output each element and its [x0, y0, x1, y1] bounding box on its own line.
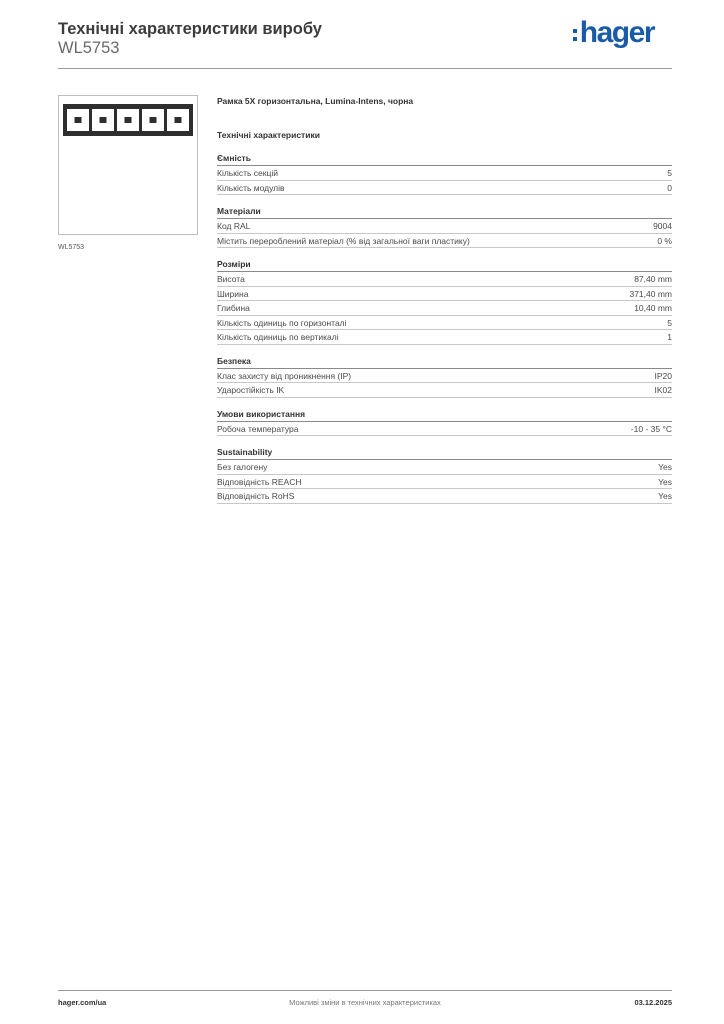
spec-label: Ширина	[217, 288, 249, 299]
spec-label: Кількість одиниць по вертикалі	[217, 332, 339, 342]
group-title: Умови використання	[217, 408, 672, 422]
footer-divider	[58, 990, 672, 991]
spec-group	[217, 205, 672, 248]
spec-row	[217, 460, 672, 475]
frame-mount	[175, 117, 182, 123]
group-title: Sustainability	[217, 446, 672, 460]
spec-value: 1	[667, 332, 672, 342]
spec-row	[217, 234, 672, 249]
spec-row	[217, 316, 672, 331]
spec-label: Клас захисту від проникнення (IP)	[217, 370, 352, 381]
document-title: Технічні характеристики виробу	[58, 20, 322, 38]
spec-row	[217, 489, 672, 504]
spec-label: Без галогену	[217, 462, 268, 472]
spec-group	[217, 258, 672, 345]
spec-value: 9004	[653, 221, 672, 231]
spec-value: 5	[667, 317, 672, 328]
spec-row	[217, 422, 672, 437]
spec-group	[217, 446, 672, 504]
spec-row	[217, 272, 672, 287]
section-title: Технічні характеристики	[217, 130, 320, 140]
spec-label: Кількість модулів	[217, 182, 285, 193]
spec-label: Глибина	[217, 303, 250, 313]
spec-row	[217, 219, 672, 234]
group-title: Матеріали	[217, 205, 672, 219]
spec-label: Код RAL	[217, 221, 251, 231]
spec-label: Кількість одиниць по горизонталі	[217, 317, 347, 328]
spec-group	[217, 355, 672, 398]
group-title: Безпека	[217, 355, 672, 369]
frame-mount	[100, 117, 107, 123]
image-caption: WL5753	[58, 244, 85, 251]
spec-label: Робоча температура	[217, 423, 299, 434]
spec-value: Yes	[658, 491, 672, 501]
product-code: WL5753	[58, 39, 120, 57]
group-title: Ємність	[217, 152, 672, 166]
frame-5x-icon	[63, 104, 193, 136]
spec-label: Відповідність RoHS	[217, 491, 295, 501]
footer-website: hager.com/ua	[58, 998, 107, 1007]
spec-row	[217, 166, 672, 181]
spec-label: Кількість секцій	[217, 168, 278, 178]
footer-date: 03.12.2025	[634, 998, 672, 1007]
logo-dots-icon	[573, 27, 577, 43]
spec-row	[217, 383, 672, 398]
hager-logo	[573, 18, 654, 48]
spec-row	[217, 287, 672, 302]
spec-value: 87,40 mm	[634, 274, 672, 284]
frame-mount	[150, 117, 157, 123]
spec-groups	[217, 152, 672, 504]
header-divider	[58, 68, 672, 69]
spec-value: 371,40 mm	[629, 288, 672, 299]
page-header	[58, 16, 672, 68]
group-title: Розміри	[217, 258, 672, 272]
spec-label: Висота	[217, 274, 245, 284]
spec-value: 0 %	[657, 235, 672, 246]
spec-value: 0	[667, 182, 672, 193]
product-image	[58, 95, 198, 235]
spec-value: Yes	[658, 462, 672, 472]
spec-row	[217, 330, 672, 345]
frame-mount	[75, 117, 82, 123]
spec-group	[217, 408, 672, 437]
spec-value: 10,40 mm	[634, 303, 672, 313]
spec-value: Yes	[658, 476, 672, 487]
spec-row	[217, 369, 672, 384]
spec-label: Ударостійкість IK	[217, 385, 285, 395]
spec-row	[217, 475, 672, 490]
spec-value: -10 - 35 °C	[630, 423, 672, 434]
spec-value: IP20	[654, 370, 672, 381]
spec-value: 5	[667, 168, 672, 178]
spec-row	[217, 181, 672, 196]
spec-group	[217, 152, 672, 195]
spec-label: Містить перероблений матеріал (% від загальної ваги пластику)	[217, 235, 470, 246]
footer-note: Можливі зміни в технічних характеристиках	[289, 998, 441, 1007]
spec-label: Відповідність REACH	[217, 476, 302, 487]
spec-value: IK02	[654, 385, 672, 395]
specification-block	[217, 94, 672, 504]
spec-row	[217, 301, 672, 316]
frame-mount	[125, 117, 132, 123]
logo-wordmark: hager	[579, 16, 654, 49]
product-description: Рамка 5X горизонтальна, Lumina-Intens, чорна	[217, 96, 414, 106]
